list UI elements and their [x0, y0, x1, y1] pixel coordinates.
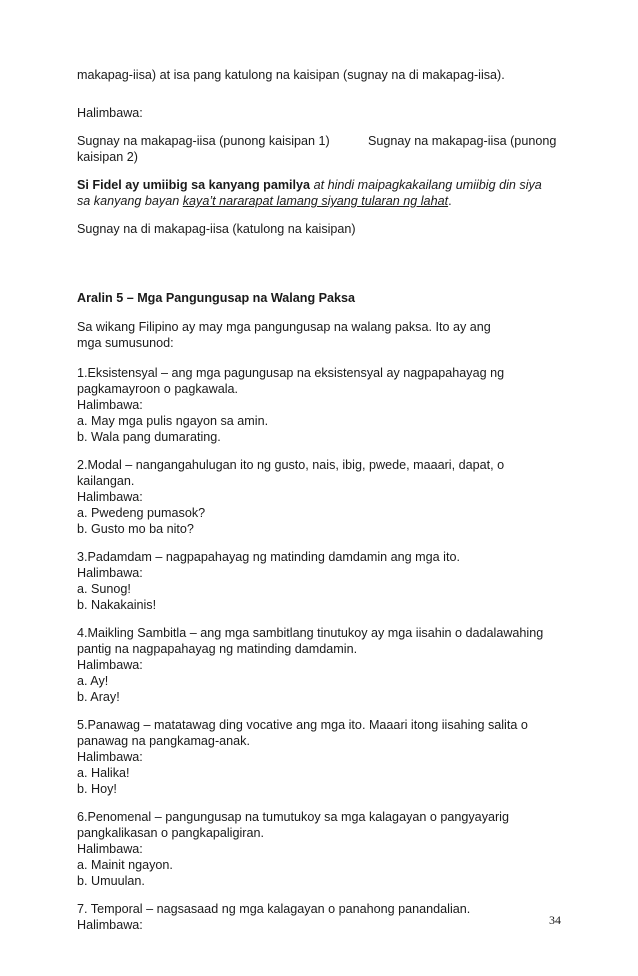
lesson-intro-line-2: mga sumusunod: — [77, 336, 174, 350]
lesson-intro-line-1: Sa wikang Filipino ay may mga pangungusap na walang paksa. Ito ay ang — [77, 320, 491, 334]
example-sentence-line-2 — [77, 193, 452, 209]
item-5-line-1: 5.Panawag – matatawag ding vocative ang mga ito. Maaari itong iisahing salita o — [77, 718, 528, 732]
item-4-example-a: a. Ay! — [77, 674, 109, 688]
item-5-halimbawa: Halimbawa: — [77, 750, 143, 764]
item-1-line-1: 1.Eksistensyal – ang mga pagungusap na eksistensyal ay nagpapahayag ng — [77, 366, 505, 380]
lesson-title: Aralin 5 – Mga Pangungusap na Walang Paksa — [77, 291, 356, 305]
item-2-line-2: kailangan. — [77, 474, 135, 488]
subordinate-clause-label: Sugnay na di makapag-iisa (katulong na kaisipan) — [77, 222, 356, 236]
independent-clause-label-2: Sugnay na makapag-iisa (punong — [368, 134, 557, 148]
item-5-example-a: a. Halika! — [77, 766, 130, 780]
item-2-example-b: b. Gusto mo ba nito? — [77, 522, 194, 536]
intro-line-1: makapag-iisa) at isa pang katulong na kaisipan (sugnay na di makapag-iisa). — [77, 68, 505, 82]
item-2-example-a: a. Pwedeng pumasok? — [77, 506, 206, 520]
item-1-line-2: pagkamayroon o pagkawala. — [77, 382, 239, 396]
item-4-line-1: 4.Maikling Sambitla – ang mga sambitlang tinutukoy ay mga iisahin o dadalawahing — [77, 626, 544, 640]
item-4-example-b: b. Aray! — [77, 690, 120, 704]
item-4-line-2: pantig na nagpapahayag ng matinding damdamin. — [77, 642, 358, 656]
item-6-line-1: 6.Penomenal – pangungusap na tumutukoy sa mga kalagayan o pangyayarig — [77, 810, 509, 824]
page-number: 34 — [549, 913, 561, 927]
example-sentence-line-1 — [77, 177, 542, 193]
item-1-example-b: b. Wala pang dumarating. — [77, 430, 221, 444]
item-6-example-b: b. Umuulan. — [77, 874, 145, 888]
independent-clause-label-1: Sugnay na makapag-iisa (punong kaisipan 1) — [77, 134, 330, 148]
independent-clause-label-1-cont: kaisipan 2) — [77, 150, 138, 164]
example-main-clause: Si Fidel ay umiibig sa kanyang pamilya — [77, 178, 311, 192]
item-6-halimbawa: Halimbawa: — [77, 842, 143, 856]
intro-halimbawa: Halimbawa: — [77, 106, 143, 120]
item-3-line-1: 3.Padamdam – nagpapahayag ng matinding damdamin ang mga ito. — [77, 550, 460, 564]
item-6-line-2: pangkalikasan o pangkapaligiran. — [77, 826, 264, 840]
example-clause-continued-2: sa kanyang bayan — [77, 194, 180, 208]
item-3-example-a: a. Sunog! — [77, 582, 131, 596]
item-5-line-2: panawag na pangkamag-anak. — [77, 734, 250, 748]
item-2-halimbawa: Halimbawa: — [77, 490, 143, 504]
item-2-line-1: 2.Modal – nangangahulugan ito ng gusto, nais, ibig, pwede, maaari, dapat, o — [77, 458, 505, 472]
example-subordinate-clause: kaya’t nararapat lamang siyang tularan ng lahat — [182, 194, 449, 208]
example-clause-continued: at hindi maipagkakailang umiibig din siya — [310, 178, 542, 192]
item-3-example-b: b. Nakakainis! — [77, 598, 157, 612]
item-4-halimbawa: Halimbawa: — [77, 658, 143, 672]
item-7-halimbawa: Halimbawa: — [77, 918, 143, 932]
item-7-line-1: 7. Temporal – nagsasaad ng mga kalagayan o panahong panandalian. — [77, 902, 471, 916]
item-1-example-a: a. May mga pulis ngayon sa amin. — [77, 414, 269, 428]
example-period: . — [448, 194, 452, 208]
item-3-halimbawa: Halimbawa: — [77, 566, 143, 580]
item-6-example-a: a. Mainit ngayon. — [77, 858, 173, 872]
item-5-example-b: b. Hoy! — [77, 782, 117, 796]
item-1-halimbawa: Halimbawa: — [77, 398, 143, 412]
